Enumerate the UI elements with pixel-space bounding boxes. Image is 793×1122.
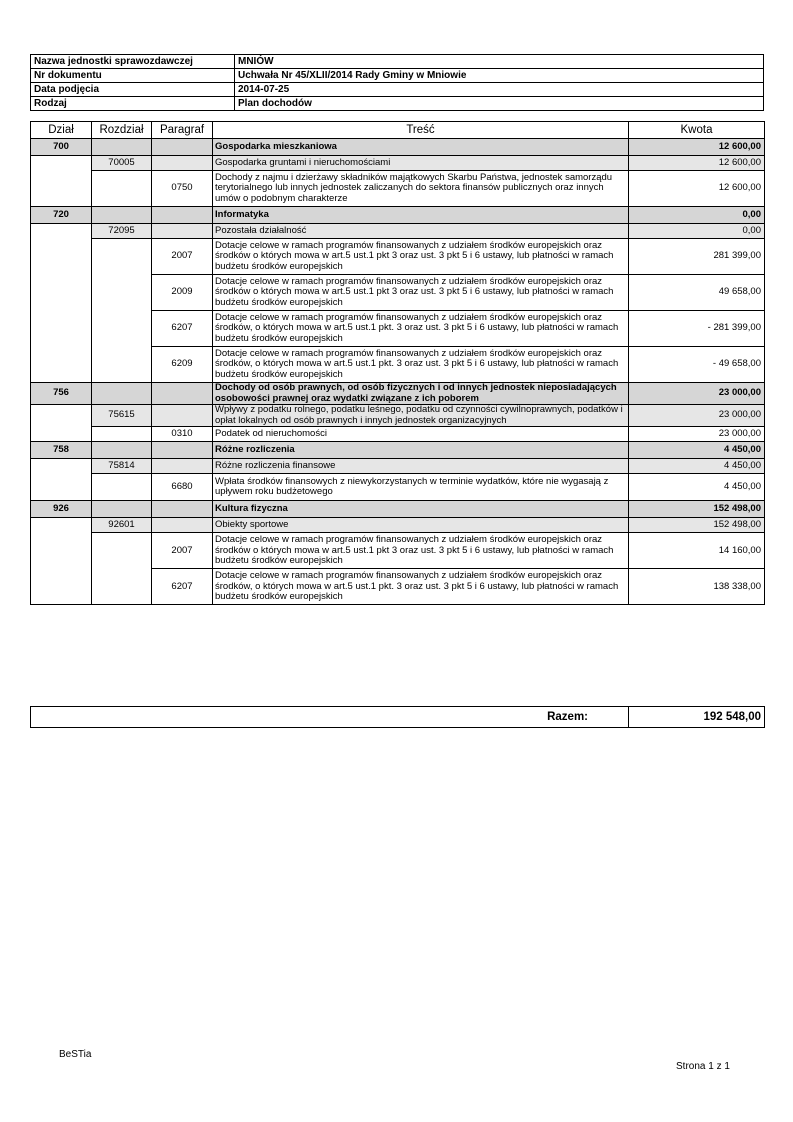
table-header-row [31, 122, 765, 139]
dzial-code: 700 [31, 139, 92, 156]
paragraf-row [31, 533, 765, 569]
paragraf-code: 6209 [152, 347, 213, 383]
rozdzial-amount: 152 498,00 [629, 518, 765, 533]
dzial-row [31, 383, 765, 405]
rozdzial-code: 75814 [92, 459, 152, 474]
paragraf-text: Podatek od nieruchomości [213, 427, 629, 442]
dzial-code: 926 [31, 501, 92, 518]
rozdzial-name: Różne rozliczenia finansowe [213, 459, 629, 474]
rozdzial-name: Pozostała działalność [213, 224, 629, 239]
rozdzial-name: Gospodarka gruntami i nieruchomościami [213, 156, 629, 171]
paragraf-code: 0750 [152, 171, 213, 207]
paragraf-amount: - 281 399,00 [629, 311, 765, 347]
paragraf-code: 6207 [152, 311, 213, 347]
rozdzial-amount: 0,00 [629, 224, 765, 239]
meta-value: 2014-07-25 [235, 83, 764, 97]
paragraf-text: Dotacje celowe w ramach programów finansowanych z udziałem środków europejskich oraz środków, o których mowa w art.5 ust.1 pkt. 3 oraz ust. 3 pkt 5 i 6 ustawy, lub płatności w ramach budżetu środków europejskich [213, 311, 629, 347]
dzial-name: Informatyka [213, 207, 629, 224]
paragraf-amount: 281 399,00 [629, 239, 765, 275]
paragraf-amount: - 49 658,00 [629, 347, 765, 383]
rozdzial-amount: 23 000,00 [629, 405, 765, 427]
total-row [31, 707, 765, 728]
meta-label: Nazwa jednostki sprawozdawczej [31, 55, 235, 69]
meta-row [31, 97, 764, 111]
total-amount: 192 548,00 [629, 707, 765, 728]
footer-page-number: Strona 1 z 1 [676, 1061, 730, 1072]
dzial-amount: 23 000,00 [629, 383, 765, 405]
paragraf-code: 2009 [152, 275, 213, 311]
paragraf-amount: 14 160,00 [629, 533, 765, 569]
meta-label: Rodzaj [31, 97, 235, 111]
footer-app-name: BeSTia [59, 1049, 92, 1060]
rozdzial-code: 72095 [92, 224, 152, 239]
col-header-tresc: Treść [213, 122, 629, 139]
paragraf-row [31, 474, 765, 501]
total-table [30, 706, 765, 728]
rozdzial-name: Obiekty sportowe [213, 518, 629, 533]
rozdzial-row [31, 459, 765, 474]
dzial-amount: 152 498,00 [629, 501, 765, 518]
rozdzial-code: 92601 [92, 518, 152, 533]
paragraf-text: Dotacje celowe w ramach programów finansowanych z udziałem środków europejskich oraz środków, o których mowa w art.5 ust.1 pkt. 3 oraz ust. 3 pkt 5 i 6 ustawy, lub płatności w ramach budżetu środków europejskich [213, 569, 629, 605]
dzial-code: 758 [31, 442, 92, 459]
rozdzial-row [31, 518, 765, 533]
col-header-kwota: Kwota [629, 122, 765, 139]
paragraf-row [31, 171, 765, 207]
meta-label: Data podjęcia [31, 83, 235, 97]
paragraf-amount: 12 600,00 [629, 171, 765, 207]
col-header-dzial: Dział [31, 122, 92, 139]
paragraf-code: 2007 [152, 533, 213, 569]
dzial-amount: 0,00 [629, 207, 765, 224]
dzial-name: Różne rozliczenia [213, 442, 629, 459]
paragraf-amount: 4 450,00 [629, 474, 765, 501]
paragraf-amount: 49 658,00 [629, 275, 765, 311]
paragraf-code: 0310 [152, 427, 213, 442]
dzial-name: Dochody od osób prawnych, od osób fizycznych i od innych jednostek nieposiadających osobowości prawnej oraz wydatki związane z ich poborem [213, 383, 629, 405]
paragraf-text: Dotacje celowe w ramach programów finansowanych z udziałem środków europejskich oraz środków, o których mowa w art.5 ust.1 pkt. 3 oraz ust. 3 pkt 5 i 6 ustawy, lub płatności w ramach budżetu środków europejskich [213, 347, 629, 383]
paragraf-code: 6207 [152, 569, 213, 605]
paragraf-amount: 23 000,00 [629, 427, 765, 442]
meta-value: Plan dochodów [235, 97, 764, 111]
paragraf-text: Dotacje celowe w ramach programów finansowanych z udziałem środków europejskich oraz środków o których mowa w art.5 ust.1 pkt 3 oraz ust. 3 pkt 5 i 6 ustawy, lub płatności w ramach budżetu środków europejskich [213, 275, 629, 311]
dzial-amount: 4 450,00 [629, 442, 765, 459]
dzial-code: 756 [31, 383, 92, 405]
paragraf-text: Wpłata środków finansowych z niewykorzystanych w terminie wydatków, które nie wygasają z upływem roku budżetowego [213, 474, 629, 501]
paragraf-text: Dotacje celowe w ramach programów finansowanych z udziałem środków europejskich oraz środków o których mowa w art.5 ust.1 pkt 3 oraz ust. 3 pkt 5 i 6 ustawy, lub płatności w ramach budżetu środków europejskich [213, 239, 629, 275]
document-metadata-table [30, 54, 764, 111]
rozdzial-row [31, 156, 765, 171]
rozdzial-name: Wpływy z podatku rolnego, podatku leśnego, podatku od czynności cywilnoprawnych, podatków i opłat lokalnych od osób prawnych i innych jednostek organizacyjnych [213, 405, 629, 427]
meta-label: Nr dokumentu [31, 69, 235, 83]
dzial-row [31, 442, 765, 459]
dzial-row [31, 139, 765, 156]
meta-value: MNIÓW [235, 55, 764, 69]
meta-row [31, 83, 764, 97]
rozdzial-row [31, 224, 765, 239]
dzial-amount: 12 600,00 [629, 139, 765, 156]
dzial-code: 720 [31, 207, 92, 224]
rozdzial-code: 70005 [92, 156, 152, 171]
dzial-name: Gospodarka mieszkaniowa [213, 139, 629, 156]
dzial-row [31, 501, 765, 518]
paragraf-text: Dochody z najmu i dzierżawy składników majątkowych Skarbu Państwa, jednostek samorządu terytorialnego lub innych jednostek zaliczanych do sektora finansów publicznych oraz innych umów o podobnym charakterze [213, 171, 629, 207]
col-header-paragraf: Paragraf [152, 122, 213, 139]
paragraf-code: 6680 [152, 474, 213, 501]
paragraf-amount: 138 338,00 [629, 569, 765, 605]
total-label: Razem: [31, 707, 629, 728]
meta-row [31, 55, 764, 69]
paragraf-row [31, 239, 765, 275]
dzial-row [31, 207, 765, 224]
col-header-rozdzial: Rozdział [92, 122, 152, 139]
dzial-name: Kultura fizyczna [213, 501, 629, 518]
paragraf-row [31, 427, 765, 442]
rozdzial-code: 75615 [92, 405, 152, 427]
paragraf-code: 2007 [152, 239, 213, 275]
rozdzial-row [31, 405, 765, 427]
paragraf-text: Dotacje celowe w ramach programów finansowanych z udziałem środków europejskich oraz środków o których mowa w art.5 ust.1 pkt 3 oraz ust. 3 pkt 5 i 6 ustawy, lub płatności w ramach budżetu środków europejskich [213, 533, 629, 569]
rozdzial-amount: 4 450,00 [629, 459, 765, 474]
rozdzial-amount: 12 600,00 [629, 156, 765, 171]
budget-table [30, 121, 765, 605]
meta-value: Uchwała Nr 45/XLII/2014 Rady Gminy w Mniowie [235, 69, 764, 83]
meta-row [31, 69, 764, 83]
